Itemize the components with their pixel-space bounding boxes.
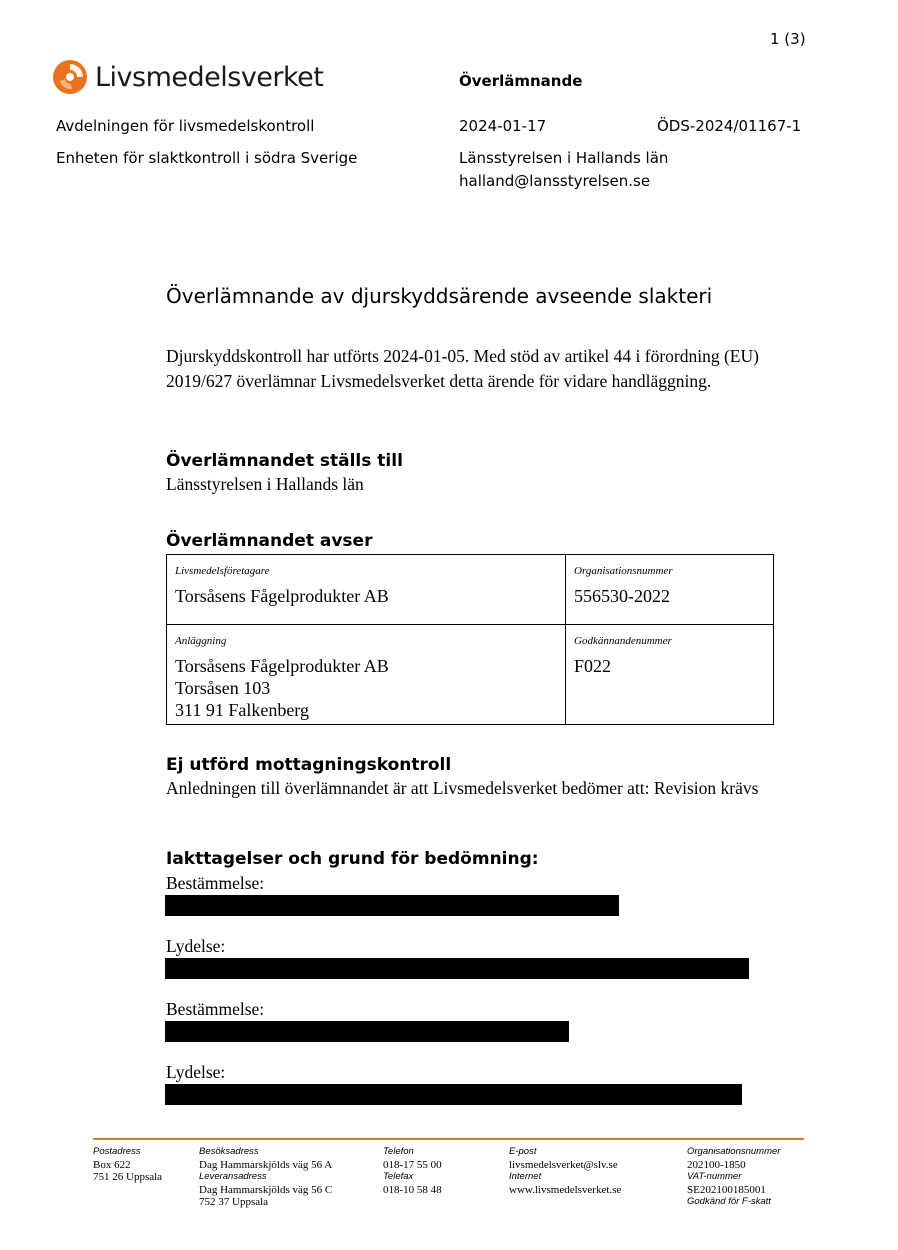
operator-value: Torsåsens Fågelprodukter AB: [175, 586, 389, 606]
observation-label: Bestämmelse:: [166, 999, 265, 1019]
department: Avdelningen för livsmedelskontroll: [56, 117, 315, 135]
footer-label: E-post: [509, 1146, 537, 1157]
to-value: Länsstyrelsen i Hallands län: [166, 474, 364, 494]
redaction-bar: [165, 1084, 742, 1105]
footer-postal: [93, 1146, 162, 1184]
footer-value: 752 37 Uppsala: [199, 1196, 269, 1208]
reason-text: Anledningen till överlämnandet är att Livsmedelsverket bedömer att: Revision krävs: [166, 778, 759, 798]
observation-label: Bestämmelse:: [166, 873, 265, 893]
observations-heading: Iakttagelser och grund för bedömning:: [166, 849, 539, 869]
reason-heading: Ej utförd mottagningskontroll: [166, 755, 452, 775]
facility-label: Anläggning: [175, 635, 227, 647]
recipient-email[interactable]: halland@lansstyrelsen.se: [459, 172, 651, 190]
footer-label: Godkänd för F-skatt: [687, 1196, 771, 1207]
footer-label: Telefax: [383, 1171, 414, 1182]
footer-email-link[interactable]: livsmedelsverket@slv.se: [509, 1158, 618, 1171]
facility-line: Torsåsen 103: [175, 678, 271, 698]
regarding-heading: Överlämnandet avser: [166, 531, 373, 551]
redaction-bar: [165, 1021, 569, 1042]
logo: [52, 59, 323, 95]
operator-label: Livsmedelsföretagare: [175, 565, 270, 577]
approval-cell: [566, 625, 774, 725]
document-title: Överlämnande av djurskyddsärende avseende slakteri: [166, 284, 713, 308]
footer-org: [687, 1146, 780, 1209]
document-date: 2024-01-17: [459, 117, 547, 135]
redaction-bar: [165, 895, 619, 916]
brand-name: Livsmedelsverket: [95, 61, 324, 93]
footer-label: Organisationsnummer: [687, 1146, 781, 1157]
livsmedelsverket-logo-icon: [52, 59, 88, 95]
approval-value: F022: [574, 656, 612, 676]
observation-label: Lydelse:: [166, 1062, 226, 1082]
footer-website-link[interactable]: www.livsmedelsverket.se: [509, 1183, 622, 1196]
footer-value: 018-10 58 48: [383, 1183, 442, 1196]
orgnr-label: Organisationsnummer: [574, 565, 673, 577]
footer-value: SE202100185001: [687, 1183, 766, 1196]
footer-value: Dag Hammarskjölds väg 56 C: [199, 1183, 333, 1196]
footer-phone: [383, 1146, 442, 1196]
intro-paragraph: Djurskyddskontroll har utförts 2024-01-05. Med stöd av artikel 44 i förordning (EU) 2019/627 överlämnar Livsmedelsverket detta ärende för vidare handläggning.: [166, 346, 759, 391]
facility-line: 311 91 Falkenberg: [175, 700, 309, 720]
unit: Enheten för slaktkontroll i södra Sverige: [56, 149, 358, 167]
footer-label: Leveransadress: [199, 1171, 267, 1182]
footer-value: Dag Hammarskjölds väg 56 A: [199, 1158, 333, 1171]
footer-value: 751 26 Uppsala: [93, 1171, 163, 1183]
footer-label: Telefon: [383, 1146, 414, 1157]
operator-cell: [167, 555, 566, 625]
facility-line: Torsåsens Fågelprodukter AB: [175, 656, 389, 676]
footer-label: VAT-nummer: [687, 1171, 742, 1182]
footer-visit: [199, 1146, 332, 1209]
footer-label: Postadress: [93, 1146, 141, 1157]
document-type: Överlämnande: [459, 72, 583, 90]
reference-number: ÖDS-2024/01167-1: [657, 117, 802, 135]
footer-email: [509, 1146, 621, 1196]
page-number: 1 (3): [770, 30, 806, 48]
footer-value: 202100-1850: [687, 1158, 746, 1171]
redaction-bar: [165, 958, 749, 979]
footer-label: Besöksadress: [199, 1146, 259, 1157]
operator-table: [166, 554, 774, 725]
footer-value: 018-17 55 00: [383, 1158, 442, 1171]
footer-value: Box 622: [93, 1158, 131, 1171]
approval-label: Godkännandenummer: [574, 635, 672, 647]
orgnr-value: 556530-2022: [574, 586, 670, 606]
to-heading: Överlämnandet ställs till: [166, 451, 403, 471]
observation-label: Lydelse:: [166, 936, 226, 956]
recipient-name: Länsstyrelsen i Hallands län: [459, 149, 669, 167]
orgnr-cell: [566, 555, 774, 625]
footer-label: Internet: [509, 1171, 542, 1182]
facility-cell: [167, 625, 566, 725]
footer-divider: [93, 1138, 804, 1140]
